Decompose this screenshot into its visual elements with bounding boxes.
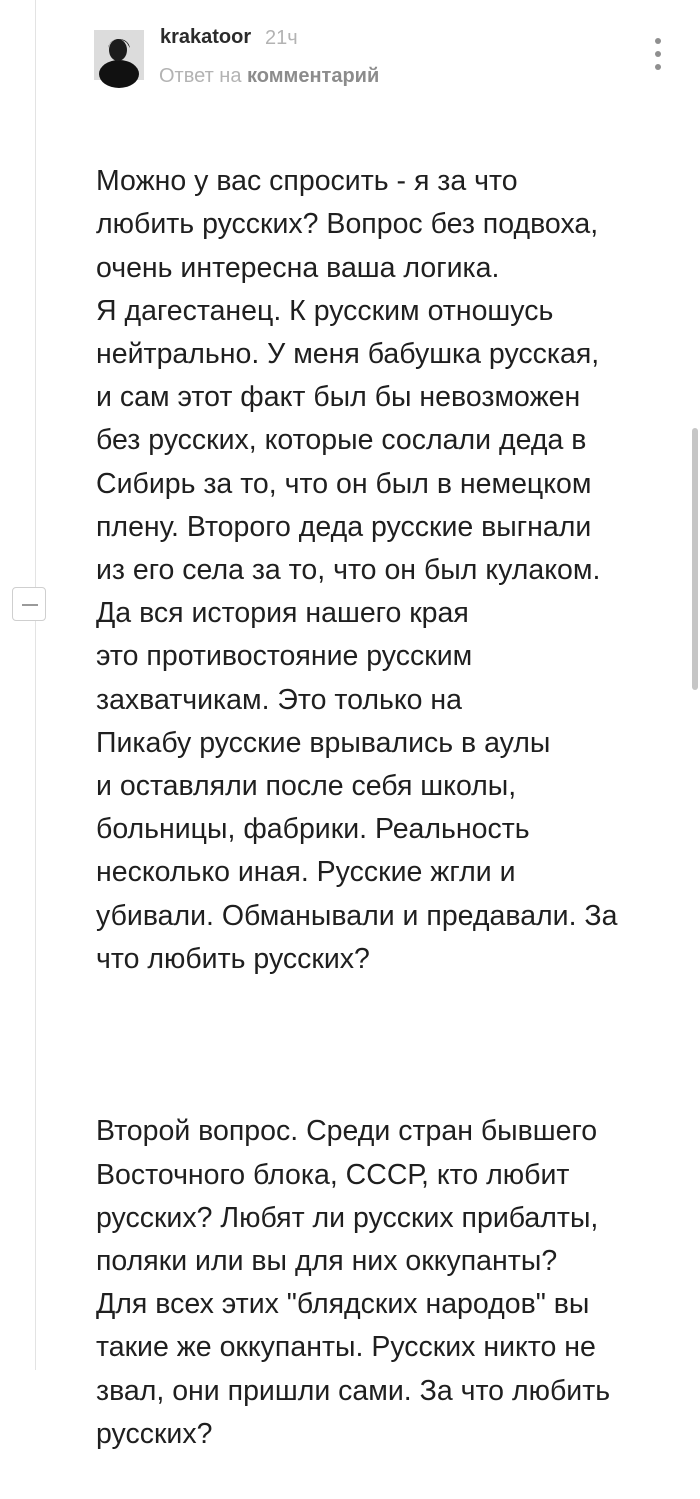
comment-body [96,117,686,1499]
user-avatar-icon [94,30,144,80]
scrollbar[interactable] [692,428,698,690]
collapse-thread-button[interactable] [12,587,46,621]
paragraph-gap [96,1024,686,1067]
minus-icon [22,604,38,606]
comment-paragraph-2: Второй вопрос. Среди стран бывшего Восточного блока, СССР, кто любит русских? Любят ли русских прибалты, поляки или вы для них оккупанты? Для всех этих "блядских народов" вы такие же оккупанты. Русских никто не звал, они пришли сами. За что любить русских? [96,1115,611,1450]
reply-prefix: Ответ на [159,65,242,87]
avatar[interactable] [94,30,144,80]
thread-line [35,0,36,1370]
reply-to-line [159,65,379,88]
reply-target-link[interactable]: комментарий [247,65,380,87]
comment-paragraph-1: Можно у вас спросить - я за что любить русских? Вопрос без подвоха, очень интересна ваша логика. Я дагестанец. К русским отношусь нейтрально. У меня бабушка русская, и сам этот факт был бы невозможен без русских, которые сослали деда в Сибирь за то, что он был в немецком плену. Второго деда русские выгнали из его села за то, что он был кулаком. Да вся история нашего края это противостояние русским захватчикам. Это только на Пикабу русские врывались в аулы и оставляли после себя школы, больницы, фабрики. Реальность несколько иная. Русские жгли и убивали. Обманывали и предавали. За что любить русских? [96,165,618,975]
comment-time: 21ч [265,27,298,49]
comment-author[interactable]: krakatoor [160,26,252,48]
more-vertical-icon[interactable] [648,36,668,72]
